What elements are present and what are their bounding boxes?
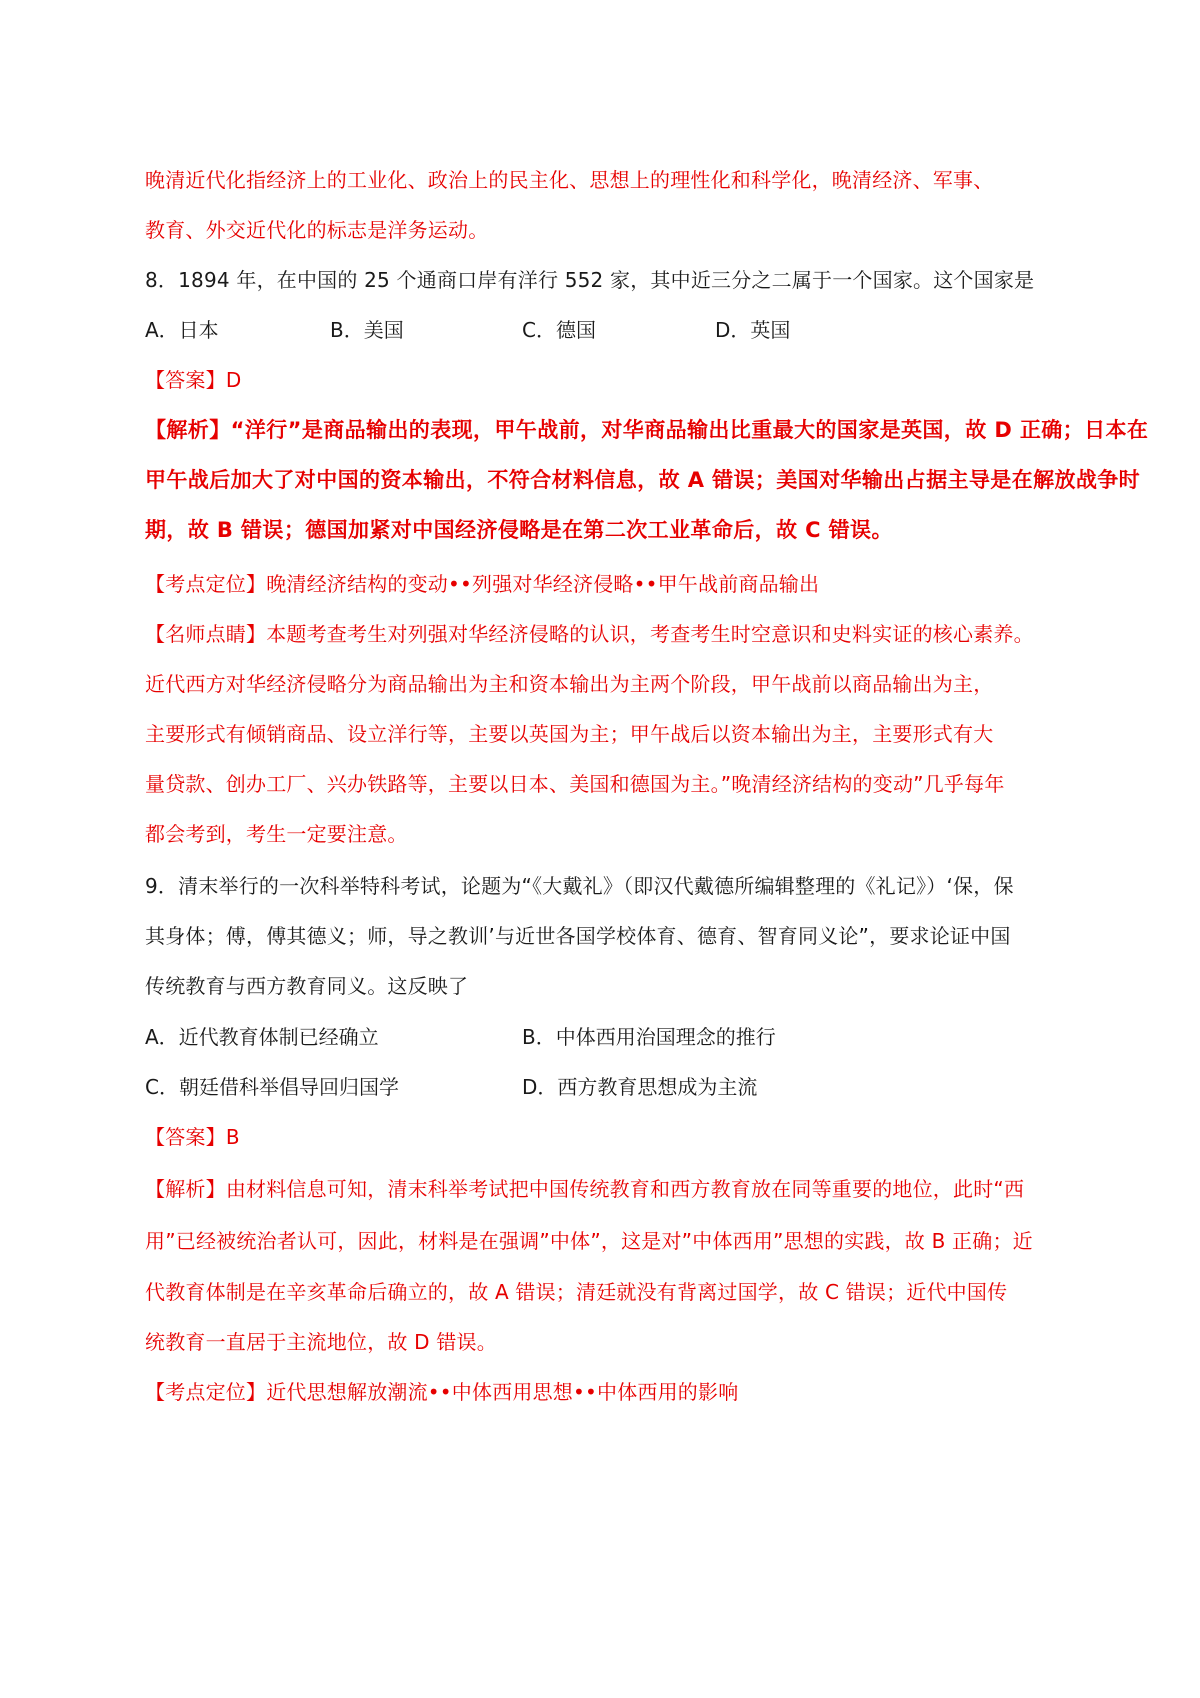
question-8-stem: 8．1894 年，在中国的 25 个通商口岸有洋行 552 家，其中近三分之二属于一个国家。这个国家是	[145, 268, 1035, 292]
q7-note-line-2: 教育、外交近代化的标志是洋务运动。	[145, 218, 489, 242]
q8-mingshi-line-4: 量贷款、创办工厂、兴办铁路等，主要以日本、美国和德国为主。”晚清经济结构的变动”几乎每年	[145, 772, 1005, 796]
analysis-text: “洋行”是商品输出的表现，甲午战前，对华商品输出比重最大的国家是英国，故 D 正确；日本在	[230, 418, 1149, 442]
answer-value: D	[225, 368, 242, 392]
q9-option-a: A．近代教育体制已经确立	[145, 1025, 379, 1049]
q8-analysis-line-2: 甲午战后加大了对中国的资本输出，不符合材料信息，故 A 错误；美国对华输出占据主导是在解放战争时	[145, 468, 1141, 492]
kaodian-text: 晚清经济结构的变动••列强对华经济侵略••甲午战前商品输出	[266, 572, 820, 596]
q9-option-d: D．西方教育思想成为主流	[522, 1075, 758, 1099]
q8-option-a: A．日本	[145, 318, 219, 342]
q8-mingshi-line-5: 都会考到，考生一定要注意。	[145, 822, 408, 846]
q8-mingshi-line-2: 近代西方对华经济侵略分为商品输出为主和资本输出为主两个阶段，甲午战前以商品输出为主，	[145, 672, 994, 696]
q8-answer	[145, 366, 241, 394]
q8-option-c: C．德国	[522, 318, 596, 342]
q8-kaodian	[145, 570, 819, 598]
q8-mingshi-line-1	[145, 620, 1034, 648]
answer-tag: 【答案】	[145, 1125, 226, 1149]
q9-option-b: B．中体西用治国理念的推行	[522, 1025, 776, 1049]
question-9-stem-line-2: 其身体；傅，傅其德义；师，导之教训’与近世各国学校体育、德育、智育同义论”，要求论证中国	[145, 924, 1011, 948]
analysis-text: 由材料信息可知，清末科举考试把中国传统教育和西方教育放在同等重要的地位，此时“西	[225, 1177, 1025, 1201]
q9-kaodian	[145, 1378, 738, 1406]
answer-value: B	[225, 1125, 240, 1149]
q9-answer	[145, 1123, 240, 1151]
q8-mingshi-line-3: 主要形式有倾销商品、设立洋行等，主要以英国为主；甲午战后以资本输出为主，主要形式有大	[145, 722, 994, 746]
analysis-tag: 【解析】	[145, 418, 231, 442]
q9-analysis-line-3: 代教育体制是在辛亥革命后确立的，故 A 错误；清廷就没有背离过国学，故 C 错误；近代中国传	[145, 1280, 1008, 1304]
q8-option-b: B．美国	[330, 318, 404, 342]
q7-note-line-1: 晚清近代化指经济上的工业化、政治上的民主化、思想上的理性化和科学化，晚清经济、军事、	[145, 168, 994, 192]
q9-analysis-line-4: 统教育一直居于主流地位，故 D 错误。	[145, 1330, 497, 1354]
q9-analysis-line-1	[145, 1175, 1024, 1203]
mingshi-text: 本题考查考生对列强对华经济侵略的认识，考查考生时空意识和史料实证的核心素养。	[266, 622, 1034, 646]
kaodian-tag: 【考点定位】	[145, 572, 267, 596]
q8-analysis-line-1	[145, 416, 1148, 444]
q9-option-c: C．朝廷借科举倡导回归国学	[145, 1075, 399, 1099]
q8-analysis-line-3: 期，故 B 错误；德国加紧对中国经济侵略是在第二次工业革命后，故 C 错误。	[145, 518, 893, 542]
question-9-stem-line-1: 9．清末举行的一次科举特科考试，论题为“《大戴礼》（即汉代戴德所编辑整理的《礼记》）‘保，保	[145, 874, 1014, 898]
question-9-stem-line-3: 传统教育与西方教育同义。这反映了	[145, 974, 469, 998]
analysis-tag: 【解析】	[145, 1177, 226, 1201]
kaodian-tag: 【考点定位】	[145, 1380, 267, 1404]
answer-tag: 【答案】	[145, 368, 226, 392]
q9-analysis-line-2: 用”已经被统治者认可，因此，材料是在强调”中体”，这是对”中体西用”思想的实践，故 B 正确；近	[145, 1229, 1033, 1253]
kaodian-text: 近代思想解放潮流••中体西用思想••中体西用的影响	[266, 1380, 739, 1404]
q8-option-d: D．英国	[715, 318, 791, 342]
mingshi-tag: 【名师点睛】	[145, 622, 267, 646]
